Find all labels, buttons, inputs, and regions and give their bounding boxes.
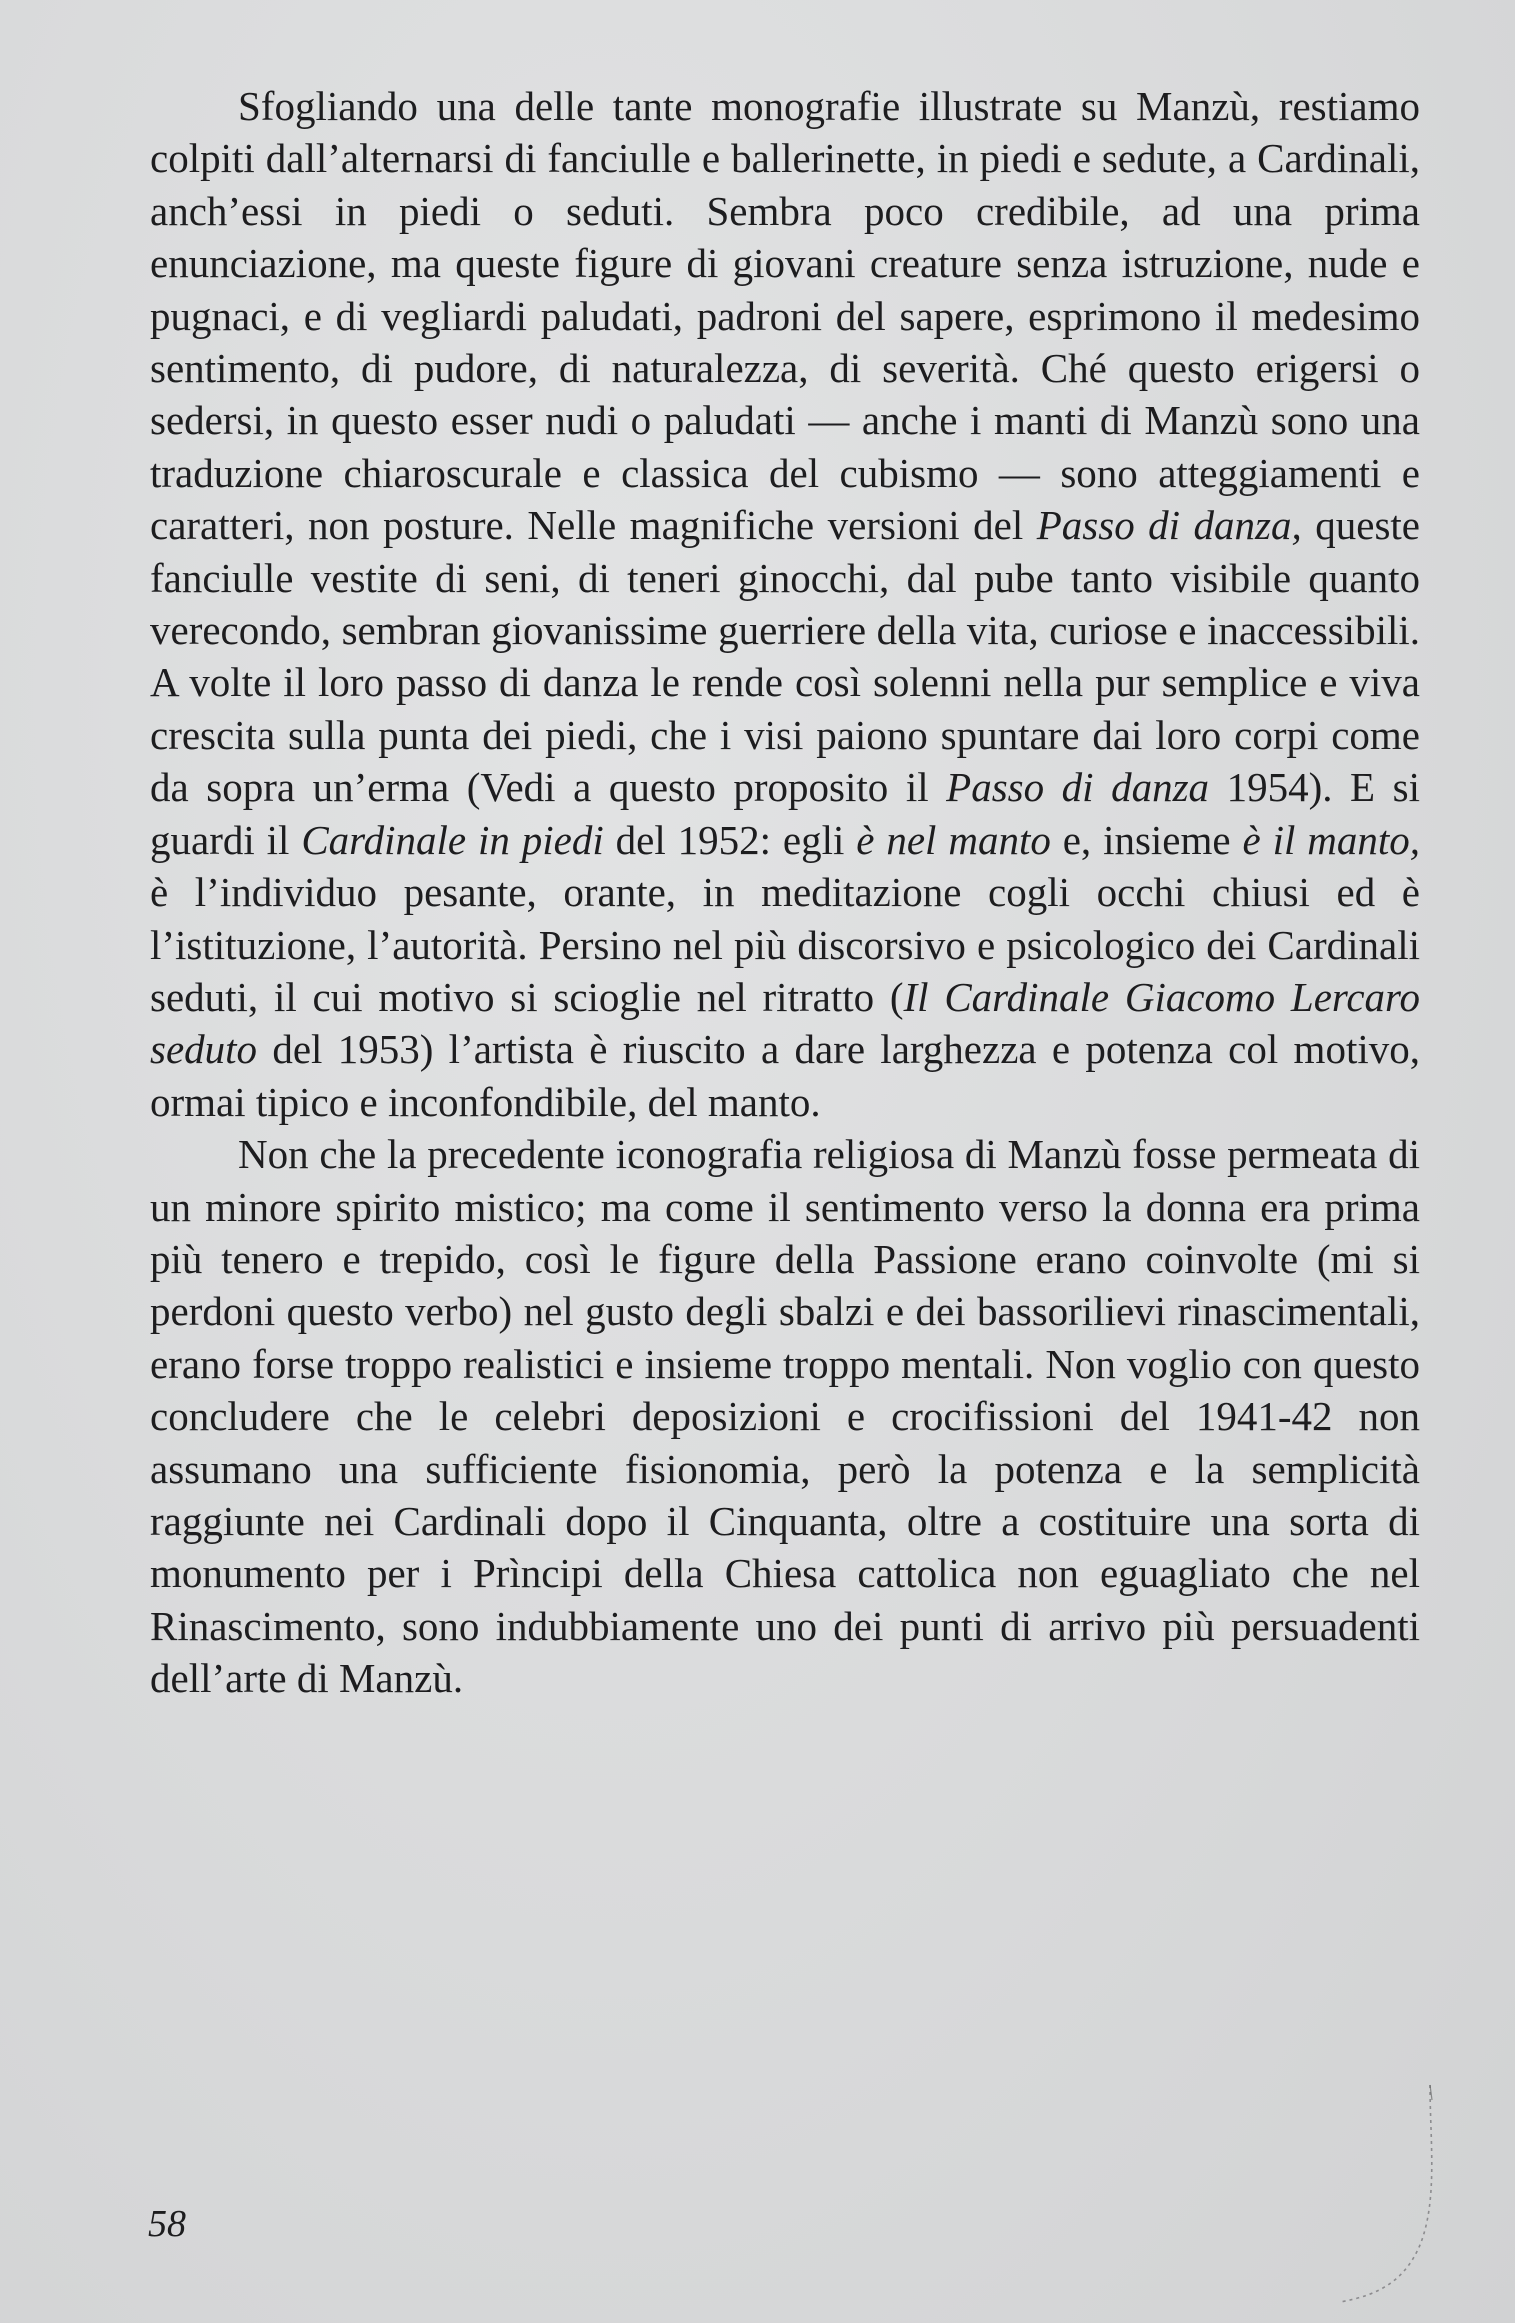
text-run: queste fanciulle vestite di seni, di teneri ginocchi, dal pube tanto visibile quanto verecondo, sembran giovanissime guerriere della vita, curiose e inaccessibili. A volte il loro passo di danza le rende così solenni nella pur semplice e viva crescita sulla punta dei piedi, che i visi paiono spuntare dai loro corpi come da sopra un’erma (Vedi a questo proposito il xyxy=(150,502,1420,811)
pencil-mark xyxy=(1280,2080,1450,2310)
italic-title-run: Passo di danza, xyxy=(1036,502,1302,549)
text-run: del 1952: egli xyxy=(603,816,857,863)
italic-title-run: è il manto, xyxy=(1242,816,1421,863)
text-run: e, insieme xyxy=(1050,816,1243,863)
italic-title-run: Cardinale in piedi xyxy=(301,816,604,863)
italic-title-run: Passo di danza xyxy=(946,764,1210,811)
italic-title-run: Il Cardinale Giacomo Lercaro seduto xyxy=(150,973,1420,1073)
body-text xyxy=(150,80,1420,1705)
italic-title-run: è nel manto xyxy=(856,816,1051,863)
paragraph xyxy=(150,1128,1420,1704)
text-run: 1954). E si guardi il xyxy=(150,764,1420,863)
text-run: del 1953) l’artista è riuscito a dare larghezza e potenza col motivo, ormai tipico e inconfondibile, del manto. xyxy=(150,1026,1420,1125)
text-run: è l’individuo pesante, orante, in meditazione cogli occhi chiusi ed è l’istituzione, l’autorità. Persino nel più discorsivo e psicologico dei Cardinali seduti, il cui motivo si scioglie nel ritratto ( xyxy=(150,869,1420,1020)
text-run: Non che la precedente iconografia religiosa di Manzù fosse permeata di un minore spirito mistico; ma come il sentimento verso la donna era prima più tenero e trepido, così le figure della Passione erano coinvolte (mi si perdoni questo verbo) nel gusto degli sbalzi e dei bassorilievi rinascimentali, erano forse troppo realistici e insieme troppo mentali. Non voglio con questo concludere che le celebri deposizioni e crocifissioni del 1941-42 non assumano una sufficiente fisionomia, però la potenza e la semplicità raggiunte nei Cardinali dopo il Cinquanta, oltre a costituire una sorta di monumento per i Prìncipi della Chiesa cattolica non eguagliato che nel Rinascimento, sono indubbiamente uno dei punti di arrivo più persuadenti dell’arte di Manzù. xyxy=(150,1131,1420,1702)
page-number: 58 xyxy=(148,2203,186,2245)
text-run: Sfogliando una delle tante monografie illustrate su Manzù, restiamo colpiti dall’alternarsi di fanciulle e ballerinette, in piedi e sedute, a Cardinali, anch’essi in piedi o seduti. Sembra poco credibile, ad una prima enunciazione, ma queste figure di giovani creature senza istruzione, nude e pugnaci, e di vegliardi paludati, padroni del sapere, esprimono il medesimo sentimento, di pudore, di naturalezza, di severità. Ché questo erigersi o sedersi, in questo esser nudi o paludati — anche i manti di Manzù sono una traduzione chiaroscurale e classica del cubismo — sono atteggiamenti e caratteri, non posture. Nelle magnifiche versioni del xyxy=(150,83,1420,549)
paragraph xyxy=(150,80,1420,1128)
